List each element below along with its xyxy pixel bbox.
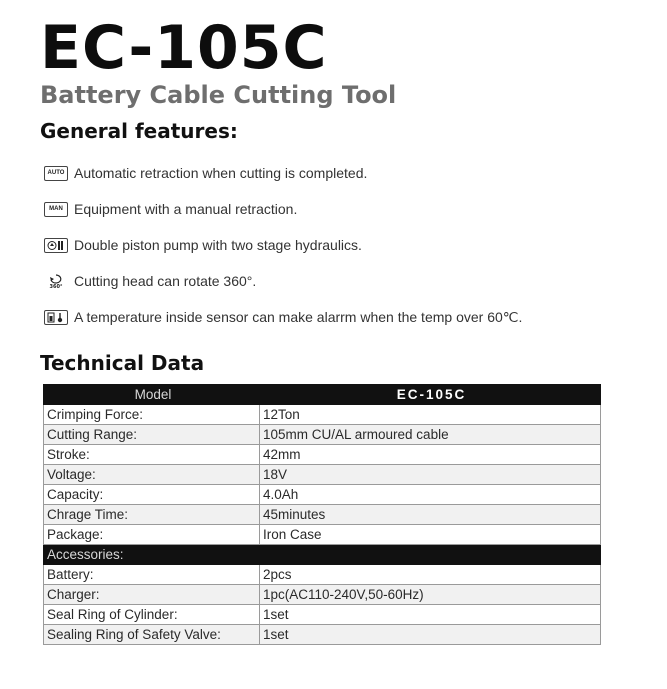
spec-value: 105mm CU/AL armoured cable (260, 425, 601, 445)
table-row (44, 565, 601, 585)
spec-value: 42mm (260, 445, 601, 465)
table-row (44, 625, 601, 645)
accessory-value: 1set (260, 605, 601, 625)
technical-data-table (43, 384, 601, 645)
product-subtitle: Battery Cable Cutting Tool (40, 81, 397, 109)
table-row (44, 485, 601, 505)
features-heading: General features: (40, 119, 238, 143)
accessories-header-row (44, 545, 601, 565)
spec-value: 4.0Ah (260, 485, 601, 505)
model-label: Model (44, 385, 260, 405)
accessory-value: 2pcs (260, 565, 601, 585)
feature-text: A temperature inside sensor can make alarrm when the temp over 60℃. (74, 308, 523, 325)
feature-item (44, 263, 644, 299)
table-row (44, 525, 601, 545)
accessory-label: Seal Ring of Cylinder: (44, 605, 260, 625)
spec-label: Cutting Range: (44, 425, 260, 445)
table-row (44, 585, 601, 605)
spec-label: Chrage Time: (44, 505, 260, 525)
accessory-value: 1pc(AC110-240V,50-60Hz) (260, 585, 601, 605)
spec-value: 45minutes (260, 505, 601, 525)
feature-item (44, 191, 644, 227)
spec-label: Voltage: (44, 465, 260, 485)
spec-value: Iron Case (260, 525, 601, 545)
table-header-row (44, 385, 601, 405)
table-row (44, 605, 601, 625)
manual-icon-text: MAN (49, 206, 63, 212)
manual-retraction-icon (44, 202, 68, 217)
table-row (44, 425, 601, 445)
model-value: EC-105C (260, 385, 601, 405)
auto-retraction-icon (44, 166, 68, 181)
spec-value: 18V (260, 465, 601, 485)
table-row (44, 405, 601, 425)
features-list (44, 155, 644, 335)
accessories-label: Accessories: (44, 545, 601, 565)
table-row (44, 445, 601, 465)
accessory-label: Battery: (44, 565, 260, 585)
auto-icon-text: AUTO (47, 170, 65, 176)
spec-value: 12Ton (260, 405, 601, 425)
rotate-icon-text: 360° (49, 283, 63, 289)
spec-label: Capacity: (44, 485, 260, 505)
accessory-value: 1set (260, 625, 601, 645)
accessory-label: Charger: (44, 585, 260, 605)
spec-label: Stroke: (44, 445, 260, 465)
accessory-label: Sealing Ring of Safety Valve: (44, 625, 260, 645)
feature-text: Equipment with a manual retraction. (74, 201, 298, 217)
feature-item (44, 299, 644, 335)
feature-text: Automatic retraction when cutting is completed. (74, 165, 368, 181)
feature-text: Cutting head can rotate 360°. (74, 273, 257, 289)
feature-text: Double piston pump with two stage hydraulics. (74, 237, 362, 253)
spec-label: Package: (44, 525, 260, 545)
feature-item (44, 155, 644, 191)
temperature-sensor-icon (44, 310, 68, 325)
rotate-360-icon (44, 274, 68, 289)
technical-heading: Technical Data (40, 351, 205, 375)
spec-label: Crimping Force: (44, 405, 260, 425)
table-row (44, 465, 601, 485)
feature-item (44, 227, 644, 263)
piston-pump-icon (44, 238, 68, 253)
model-title: EC-105C (40, 13, 328, 83)
table-row (44, 505, 601, 525)
